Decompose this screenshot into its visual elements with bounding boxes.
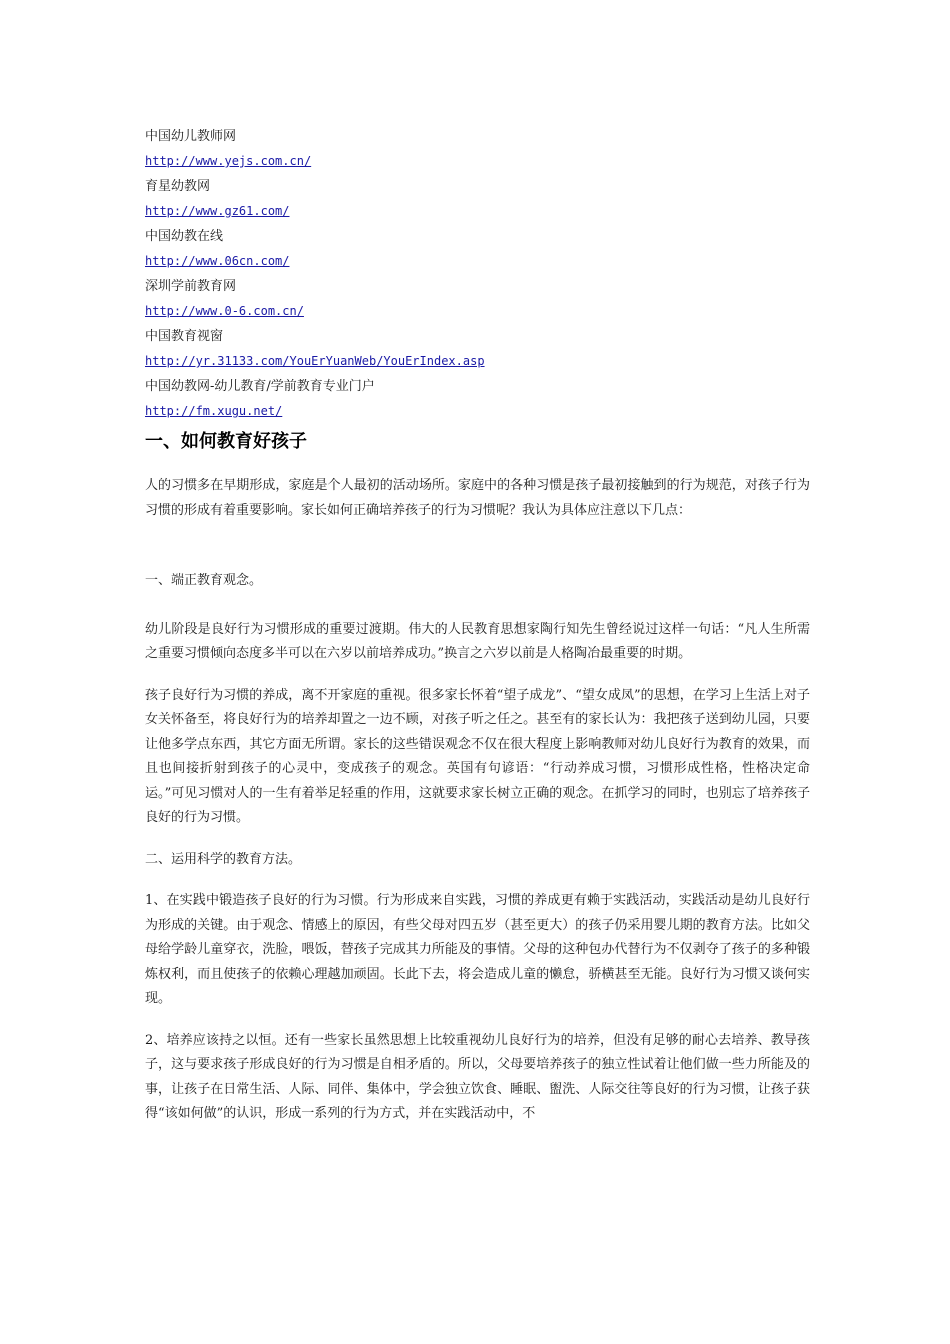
link-url[interactable]: http://www.yejs.com.cn/ (145, 154, 312, 168)
section-heading: 一、端正教育观念。 (145, 573, 263, 588)
link-url[interactable]: http://yr.31133.com/YouErYuanWeb/YouErIndex.asp (145, 354, 485, 368)
body-paragraph: 孩子良好行为习惯的养成，离不开家庭的重视。很多家长怀着“望子成龙”、“望女成凤”的思想，在学习上生活上对子女关怀备至，将良好行为的培养却置之一边不顾，对孩子听之任之。甚至有的家长认为：我把孩子送到幼儿园，只要让他多学点东西，其它方面无所谓。家长的这些错误观念不仅在很大程度上影响教师对幼儿良好行为教育的效果，而且也间接折射到孩子的心灵中，变成孩子的观念。英国有句谚语：“行动养成习惯，习惯形成性格，性格决定命运。”可见习惯对人的一生有着举足轻重的作用，这就要求家长树立正确的观念。在抓学习的同时，也别忘了培养孩子良好的行为习惯。 (145, 687, 810, 825)
intro-paragraph: 人的习惯多在早期形成，家庭是个人最初的活动场所。家庭中的各种习惯是孩子最初接触到的行为规范，对孩子行为习惯的形成有着重要影响。家长如何正确培养孩子的行为习惯呢？我认为具体应注意以下几点： (145, 478, 810, 518)
link-site-name: 中国教育视窗 (145, 329, 224, 344)
section-heading: 二、运用科学的教育方法。 (145, 851, 302, 867)
link-site-name: 中国幼教网-幼儿教育/学前教育专业门户 (145, 379, 375, 394)
link-site-name: 中国幼教在线 (145, 229, 224, 244)
article (145, 430, 810, 1127)
link-list (145, 124, 810, 424)
body-paragraph: 2、培养应该持之以恒。还有一些家长虽然思想上比较重视幼儿良好行为的培养，但没有足够的耐心去培养、教导孩子，这与要求孩子形成良好的行为习惯是自相矛盾的。所以，父母要培养孩子的独立性试着让他们做一些力所能及的事，让孩子在日常生活、人际、同伴、集体中，学会独立饮食、睡眠、盥洗、人际交往等良好的行为习惯，让孩子获得“该如何做”的认识，形成一系列的行为方式，并在实践活动中，不 (145, 1032, 810, 1121)
link-site-name: 中国幼儿教师网 (145, 129, 237, 144)
link-site-name: 深圳学前教育网 (145, 279, 237, 294)
body-paragraph: 幼儿阶段是良好行为习惯形成的重要过渡期。伟大的人民教育思想家陶行知先生曾经说过这样一句话：“凡人生所需之重要习惯倾向态度多半可以在六岁以前培养成功。”换言之六岁以前是人格陶冶最重要的时期。 (145, 621, 810, 661)
document-page (145, 124, 810, 1127)
link-url[interactable]: http://www.06cn.com/ (145, 254, 290, 268)
link-url[interactable]: http://www.0-6.com.cn/ (145, 304, 304, 318)
body-paragraph: 1、在实践中锻造孩子良好的行为习惯。行为形成来自实践，习惯的养成更有赖于实践活动，实践活动是幼儿良好行为形成的关键。由于观念、情感上的原因，有些父母对四五岁（甚至更大）的孩子仍采用婴儿期的教育方法。比如父母给学龄儿童穿衣，洗脸，喂饭，替孩子完成其力所能及的事情。父母的这种包办代替行为不仅剥夺了孩子的多种锻炼权利，而且使孩子的依赖心理越加顽固。长此下去，将会造成儿童的懒怠，骄横甚至无能。良好行为习惯又谈何实现。 (145, 893, 810, 1006)
article-title: 一、如何教育好孩子 (145, 431, 307, 452)
link-site-name: 育星幼教网 (145, 179, 211, 194)
link-url[interactable]: http://fm.xugu.net/ (145, 404, 283, 418)
link-url[interactable]: http://www.gz61.com/ (145, 204, 290, 218)
